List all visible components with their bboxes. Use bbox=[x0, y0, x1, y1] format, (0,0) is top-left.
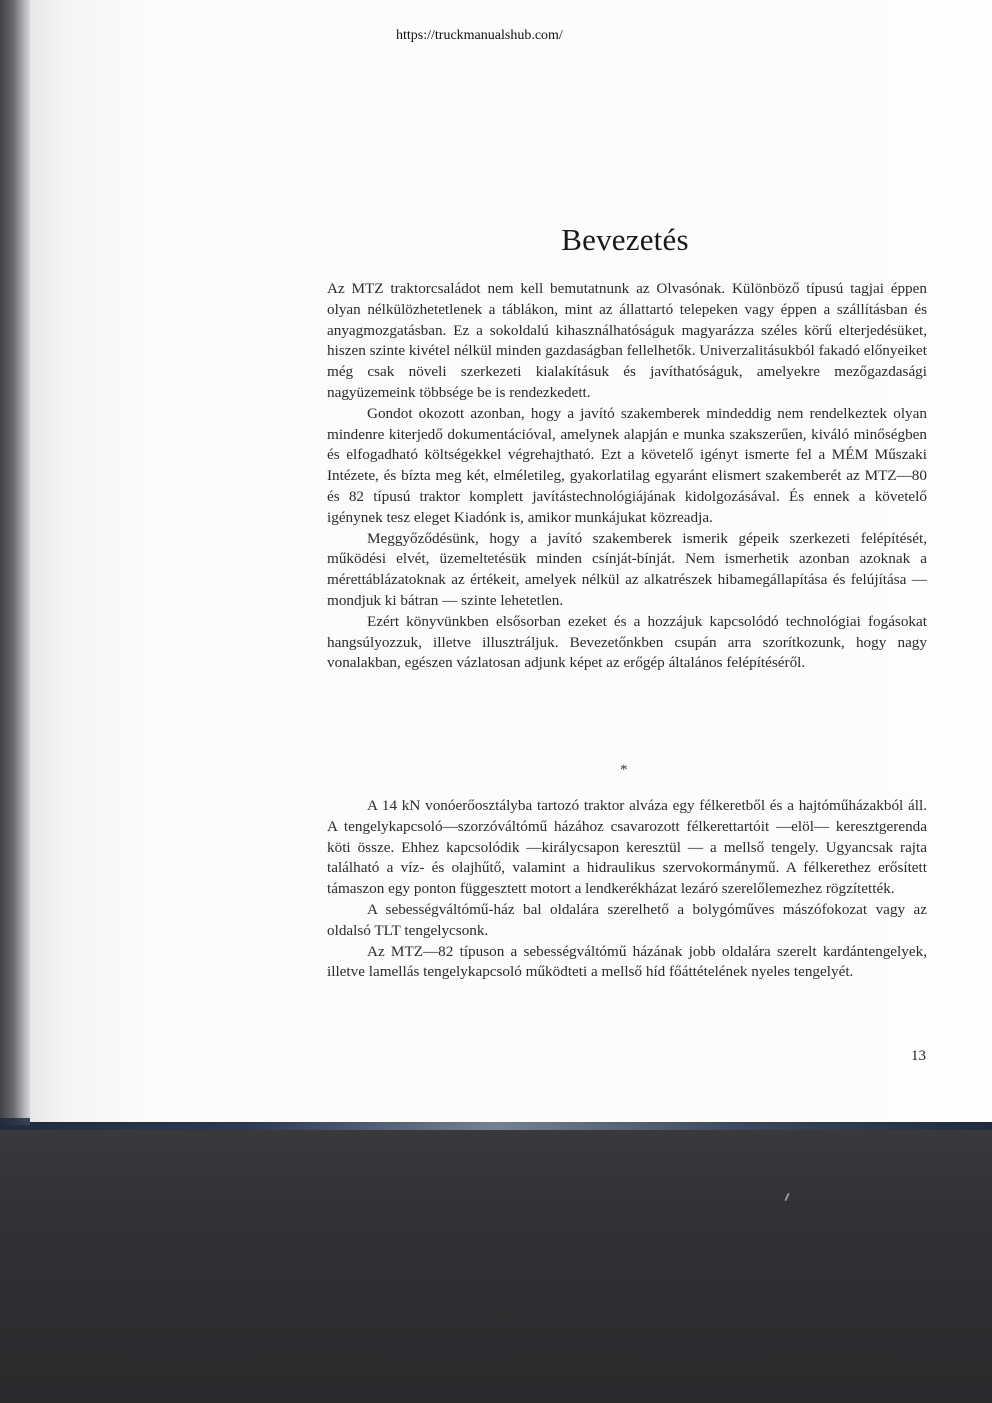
paragraph: A sebességváltómű-ház bal oldalára szerelhető a bolygóműves mászófokozat vagy az oldalsó TLT tengelycsonk. bbox=[327, 900, 927, 939]
source-url: https://truckmanualshub.com/ bbox=[396, 28, 563, 43]
page-number: 13 bbox=[911, 1048, 926, 1064]
paragraph: Ezért könyvünkben elsősorban ezeket és a hozzájuk kapcsolódó technológiai fogásokat hangsúlyozzuk, illetve illusztráljuk. Bevezetőnkben csupán arra szorítkozunk, hogy nagy vonalakban, egészen vázlatosan adjunk képet az erőgép általános felépítéséről. bbox=[327, 612, 927, 672]
book-spine-shadow bbox=[0, 0, 30, 1125]
paragraph: Az MTZ traktorcsaládot nem kell bemutatnunk az Olvasónak. Különböző típusú tagjai éppen olyan nélkülözhetetlenek a táblákon, mint az állattartó telepeken vagy éppen a szállításban és anyagmozgatásban. Ez a sokoldalú kihasználhatóságuk magyarázza széles körű elterjedésüket, hiszen szinte kivétel nélkül minden gazdaságban fellelhetők. Univerzalitásukból fakadó előnyeiket még csak növeli szerkezeti kialakításuk és javíthatóságuk, amelyekre mezőgazdasági nagyüzemeink többsége be is rendezkedett. bbox=[327, 280, 927, 401]
paragraph: Az MTZ—82 típuson a sebességváltómű házának jobb oldalára szerelt kardántengelyek, illetve lamellás tengelykapcsoló működteti a mellső híd főáttételének nyeles tengelyét. bbox=[327, 942, 927, 981]
chapter-title: Bevezetés bbox=[561, 222, 689, 257]
paragraph: Meggyőződésünk, hogy a javító szakemberek ismerik gépeik szerkezeti felépítését, működési elvét, üzemeltetésük minden csínját-bínját. Nem ismerhetik azonban azoknak a mérettáblázatoknak az értékeit, amelyek nélkül az alkatrészek hibamegállapítása és felújítása — mondjuk ki bátran — szinte lehetetlen. bbox=[327, 529, 927, 609]
desk-background bbox=[0, 1125, 992, 1403]
paragraph: A 14 kN vonóerőosztályba tartozó traktor alváza egy félkeretből és a hajtóműházakból áll. A tengelykapcsoló—szorzóváltómű házához csavarozott félkerettartóit —elöl— keresztgerenda köti össze. Ehhez kapcsolódik —királycsapon keresztül — a mellső tengely. Ugyancsak rajta található a víz- és olajhűtő, valamint a hidraulikus szervokormánymű. A félkerethez erősített támaszon egy ponton függesztett motort a lendkerékházat lezáró szerelőlemezhez rögzítették. bbox=[327, 797, 927, 898]
paragraph: Gondot okozott azonban, hogy a javító szakemberek mindeddig nem rendelkeztek olyan mindenre kiterjedő dokumentációval, amelynek alapján e munka szakszerűen, kiváló minőségben és elfogadható költségekkel végrehajtható. Ezt a követelő igényt ismerte fel a MÉM Műszaki Intézete, és bízta meg két, elméletileg, gyakorlatilag egyaránt elismert szakemberét az MTZ—80 és 82 típusú traktor komplett javítástechnológiájának kidolgozásával. És ennek a követelő igénynek tesz eleget Kiadónk is, amikor munkájukat közreadja. bbox=[327, 404, 927, 526]
intro-text-block bbox=[327, 279, 927, 674]
section-separator: * bbox=[620, 762, 628, 778]
description-text-block bbox=[327, 796, 927, 983]
